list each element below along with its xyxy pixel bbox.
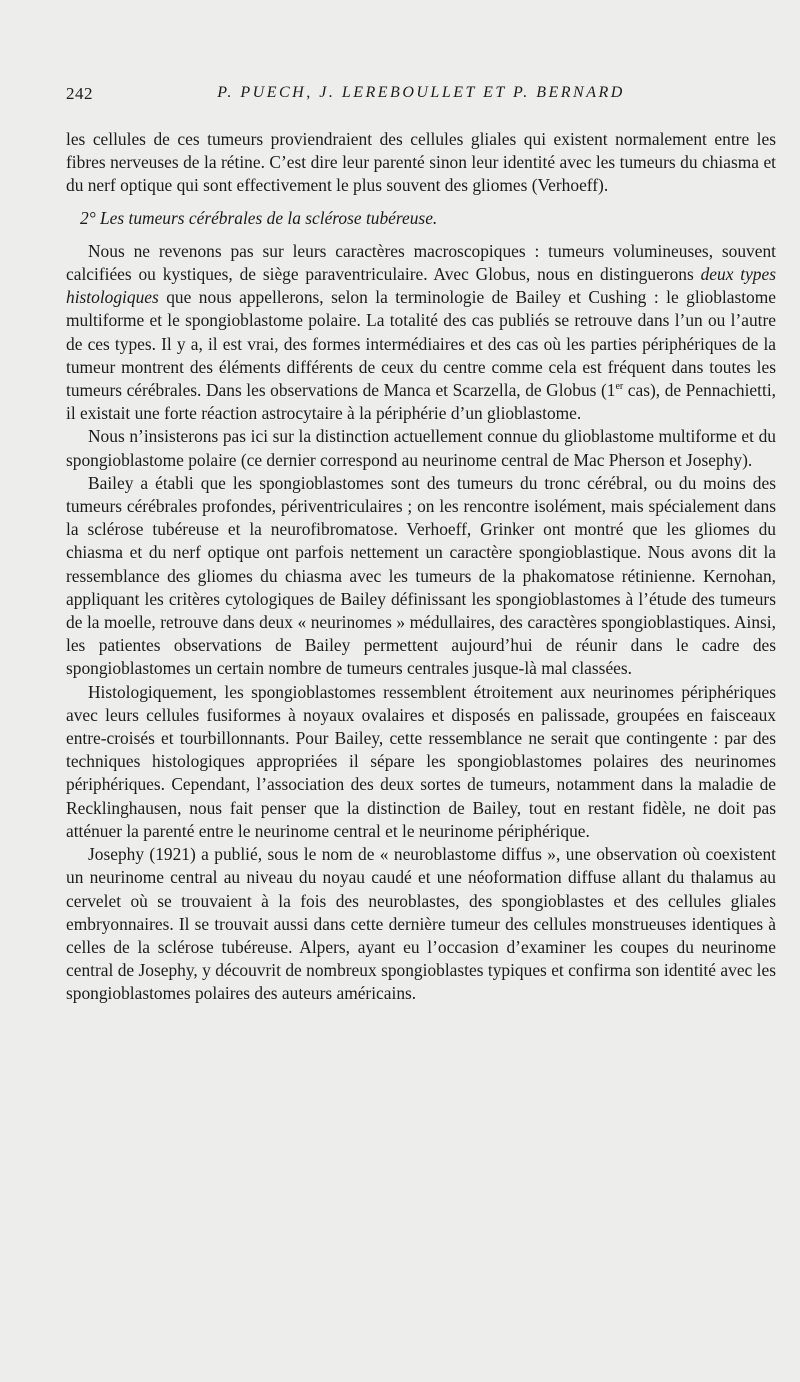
- header-authors: P. PUECH, J. LEREBOULLET ET P. BERNARD: [217, 84, 625, 101]
- paragraph-2-superscript: er: [615, 381, 624, 393]
- paragraph-2-part-c: cas), de Pennachietti, il existait une forte réaction astrocytaire à la périphérie d’un glioblastome.: [66, 380, 776, 424]
- paragraph-6: Josephy (1921) a publié, sous le nom de « neuroblastome diffus », une observation où coexistent un neurinome central au niveau du noyau caudé et une néoformation diffuse allant du thalamus au cervelet où se trouvaient à la fois des neuroblastes, des spongioblastes et des cellules gliales embryonnaires. Il se trouvait aussi dans cette dernière tumeur des cellules monstrueuses identiques à celles de la sclérose tubéreuse. Alpers, ayant eu l’occasion d’examiner les coupes du neurinome central de Josephy, y découvrit de nombreux spongioblastes typiques et confirma son identité avec les spongioblastomes polaires des auteurs américains.: [66, 844, 776, 1004]
- paragraph-1: les cellules de ces tumeurs proviendraient des cellules gliales qui existent normalement entre les fibres nerveuses de la rétine. C’est dire leur parenté sinon leur identité avec les tumeurs du chiasma et du nerf optique qui sont effectivement le plus souvent des gliomes (Verhoeff).: [66, 129, 776, 196]
- body-text: [66, 128, 776, 1006]
- paragraph-5: Histologiquement, les spongioblastomes ressemblent étroitement aux neurinomes périphériques avec leurs cellules fusiformes à noyaux ovalaires et disposés en palissade, groupées en faisceaux entre-croisés et tourbillonnants. Pour Bailey, cette ressemblance ne serait que contingente : par des techniques histologiques appropriées il sépare les spongioblastomes polaires des neurinomes périphériques. Cependant, l’association des deux sortes de tumeurs, notamment dans la maladie de Recklinghausen, nous fait penser que la distinction de Bailey, tout en restant fidèle, ne doit pas atténuer la parenté entre le neurinome central et le neurinome périphérique.: [66, 681, 776, 841]
- paragraph-2: [66, 240, 776, 426]
- paragraph-4: Bailey a établi que les spongioblastomes sont des tumeurs du tronc cérébral, ou du moins des tumeurs cérébrales profondes, périventriculaires ; on les rencontre isolément, mais spécialement dans la sclérose tubéreuse et la neurofibromatose. Verhoeff, Grinker ont montré que les gliomes du chiasma et du nerf optique ont parfois nettement un caractère spongioblastique. Nous avons dit la ressemblance des gliomes du chiasma avec les tumeurs de la phakomatose rétinienne. Kernohan, appliquant les critères cytologiques de Bailey définissant les spongioblastomes à l’étude des tumeurs de la moelle, retrouve dans deux « neurinomes » médullaires, des caractères spongioblastiques. Ainsi, les patientes observations de Bailey permettent aujourd’hui de réunir dans le cadre des spongioblastomes un certain nombre de tumeurs centrales jusque-là mal classées.: [66, 472, 776, 679]
- paragraph-2-part-b: que nous appellerons, selon la terminologie de Bailey et Cushing : le glioblastome multiforme et le spongioblastome polaire. La totalité des cas publiés se retrouve dans l’un ou l’autre de ces types. Il y a, il est vrai, des formes intermédiaires et des cas où les parties périphériques de la tumeur montrent des éléments différents de ceux du centre comme cela est fréquent dans toutes les tumeurs cérébrales. Dans les observations de Manca et Scarzella, de Globus (1: [66, 287, 776, 401]
- paragraph-2-part-a: Nous ne revenons pas sur leurs caractères macroscopiques : tumeurs volumineuses, souvent calcifiées ou kystiques, de siège paraventriculaire. Avec Globus, nous en distinguerons: [66, 240, 776, 285]
- paragraph-3: Nous n’insisterons pas ici sur la distinction actuellement connue du glioblastome multiforme et du spongioblastome polaire (ce dernier correspond au neurinome central de Mac Pherson et Josephy).: [66, 426, 776, 470]
- page-number: 242: [66, 84, 93, 103]
- paragraph-2-emphasis: deux types histologiques: [66, 264, 776, 308]
- section-heading: 2° Les tumeurs cérébrales de la sclérose tubéreuse.: [80, 207, 438, 228]
- running-header: [66, 84, 776, 112]
